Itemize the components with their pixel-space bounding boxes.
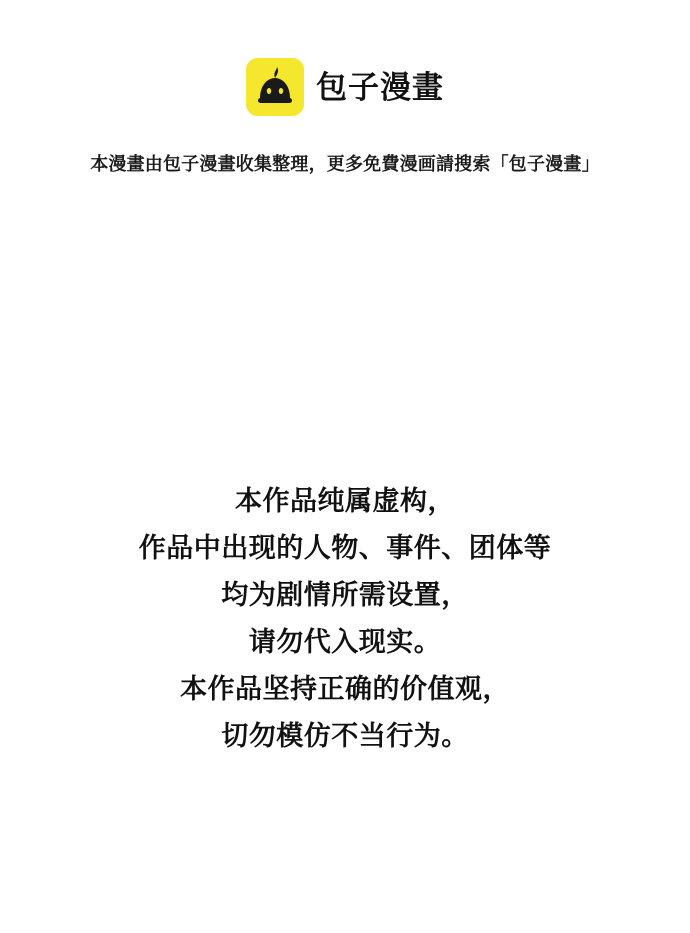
disclaimer-line: 本作品坚持正确的价值观， [180,674,510,704]
disclaimer-text [0,478,690,760]
disclaimer-line: 本作品纯属虚构， [235,486,455,516]
brand-title: 包子漫畫 [316,69,444,105]
brand-header [0,0,690,116]
baozi-bun-icon [246,58,304,116]
disclaimer-line: 作品中出现的人物、事件、团体等 [138,533,552,563]
disclaimer-line: 均为剧情所需设置， [221,580,469,610]
collection-notice: 本漫畫由包子漫畫收集整理，更多免費漫画請搜索「包子漫畫」 [90,154,600,174]
disclaimer-line: 切勿模仿不当行为。 [221,721,469,751]
disclaimer-line: 请勿代入现实。 [248,627,442,657]
